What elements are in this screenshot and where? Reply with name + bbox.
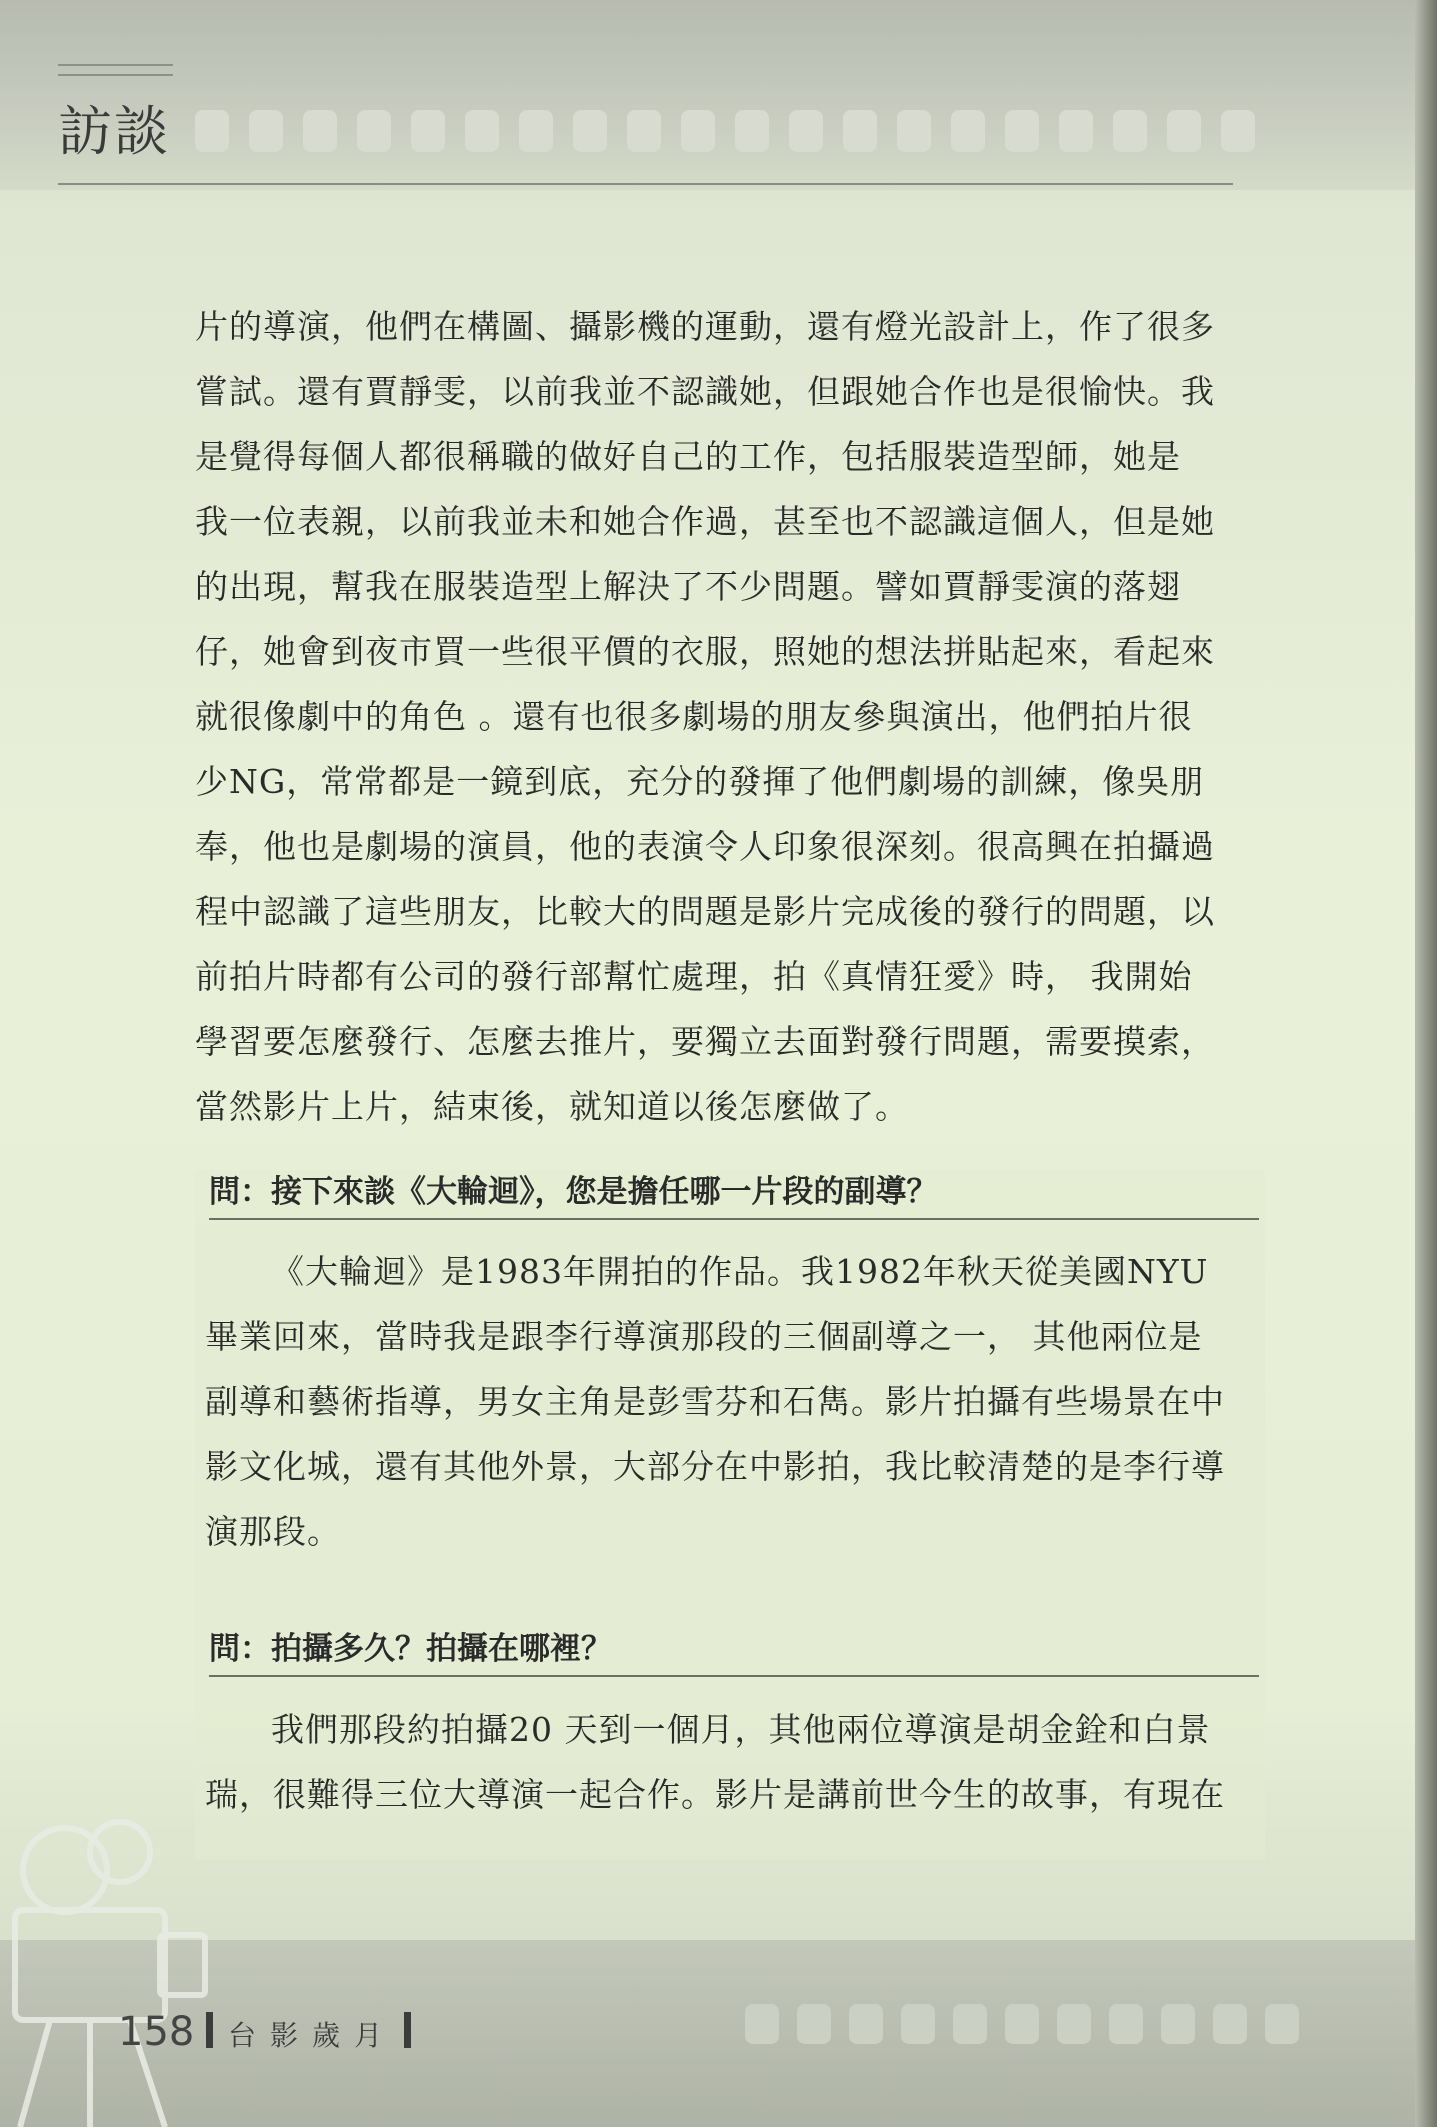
footer-separator xyxy=(206,2012,213,2048)
text-line: 我一位表親，以前我並未和她合作過，甚至也不認識這個人，但是她 xyxy=(195,502,1215,541)
text-line: 前拍片時都有公司的發行部幫忙處理，拍《真情狂愛》時， 我開始 xyxy=(195,957,1193,996)
answer-paragraph xyxy=(205,1697,1225,1827)
answer-paragraph xyxy=(205,1239,1225,1564)
text-line: 副導和藝術指導，男女主角是彭雪芬和石雋。影片拍攝有些場景在中 xyxy=(205,1382,1225,1421)
section-title: 訪談 xyxy=(58,100,170,163)
text-line: 是覺得每個人都很稱職的做好自己的工作，包括服裝造型師，她是 xyxy=(195,437,1181,476)
book-title: 台影歲月 xyxy=(228,2019,397,2052)
text-line: 畢業回來，當時我是跟李行導演那段的三個副導之一， 其他兩位是 xyxy=(205,1317,1203,1356)
text-line: 當然影片上片，結束後，就知道以後怎麼做了。 xyxy=(195,1087,909,1126)
film-camera-icon xyxy=(0,1790,220,2127)
text-line: 少NG，常常都是一鏡到底，充分的發揮了他們劇場的訓練，像吳朋 xyxy=(195,762,1205,801)
text-line: 仔，她會到夜市買一些很平價的衣服，照她的想法拼貼起來，看起來 xyxy=(195,632,1215,671)
text-line: 學習要怎麼發行、怎麼去推片，要獨立去面對發行問題，需要摸索， xyxy=(195,1022,1215,1061)
text-line: 瑞，很難得三位大導演一起合作。影片是講前世今生的故事，有現在 xyxy=(205,1775,1225,1814)
header-ornament xyxy=(58,64,173,76)
text-line: 嘗試。還有賈靜雯，以前我並不認識她，但跟她合作也是很愉快。我 xyxy=(195,372,1215,411)
question-heading: 問：接下來談《大輪迴》，您是擔任哪一片段的副導？ xyxy=(209,1172,1259,1220)
text-line: 我們那段約拍攝20 天到一個月，其他兩位導演是胡金銓和白景 xyxy=(271,1710,1211,1749)
text-line: 演那段。 xyxy=(205,1512,341,1551)
header-divider xyxy=(58,183,1233,185)
footer-separator xyxy=(404,2012,411,2048)
question-heading: 問：拍攝多久？拍攝在哪裡？ xyxy=(209,1629,1259,1677)
text-line: 程中認識了這些朋友，比較大的問題是影片完成後的發行的問題，以 xyxy=(195,892,1215,931)
text-line: 奉，他也是劇場的演員，他的表演令人印象很深刻。很高興在拍攝過 xyxy=(195,827,1215,866)
text-line: 的出現，幫我在服裝造型上解決了不少問題。譬如賈靜雯演的落翅 xyxy=(195,567,1181,606)
page-edge-shadow xyxy=(1415,0,1437,2127)
text-line: 影文化城，還有其他外景，大部分在中影拍，我比較清楚的是李行導 xyxy=(205,1447,1225,1486)
continuation-paragraph xyxy=(195,294,1215,1139)
page-number: 158 xyxy=(118,2009,195,2055)
film-strip-decoration xyxy=(745,2004,1299,2044)
page-header xyxy=(0,0,1415,190)
text-line: 《大輪迴》是1983年開拍的作品。我1982年秋天從美國NYU xyxy=(271,1252,1209,1291)
text-line: 片的導演，他們在構圖、攝影機的運動，還有燈光設計上，作了很多 xyxy=(195,307,1215,346)
film-strip-decoration xyxy=(195,110,1255,152)
text-line: 就很像劇中的角色 。還有也很多劇場的朋友參與演出，他們拍片很 xyxy=(195,697,1193,736)
